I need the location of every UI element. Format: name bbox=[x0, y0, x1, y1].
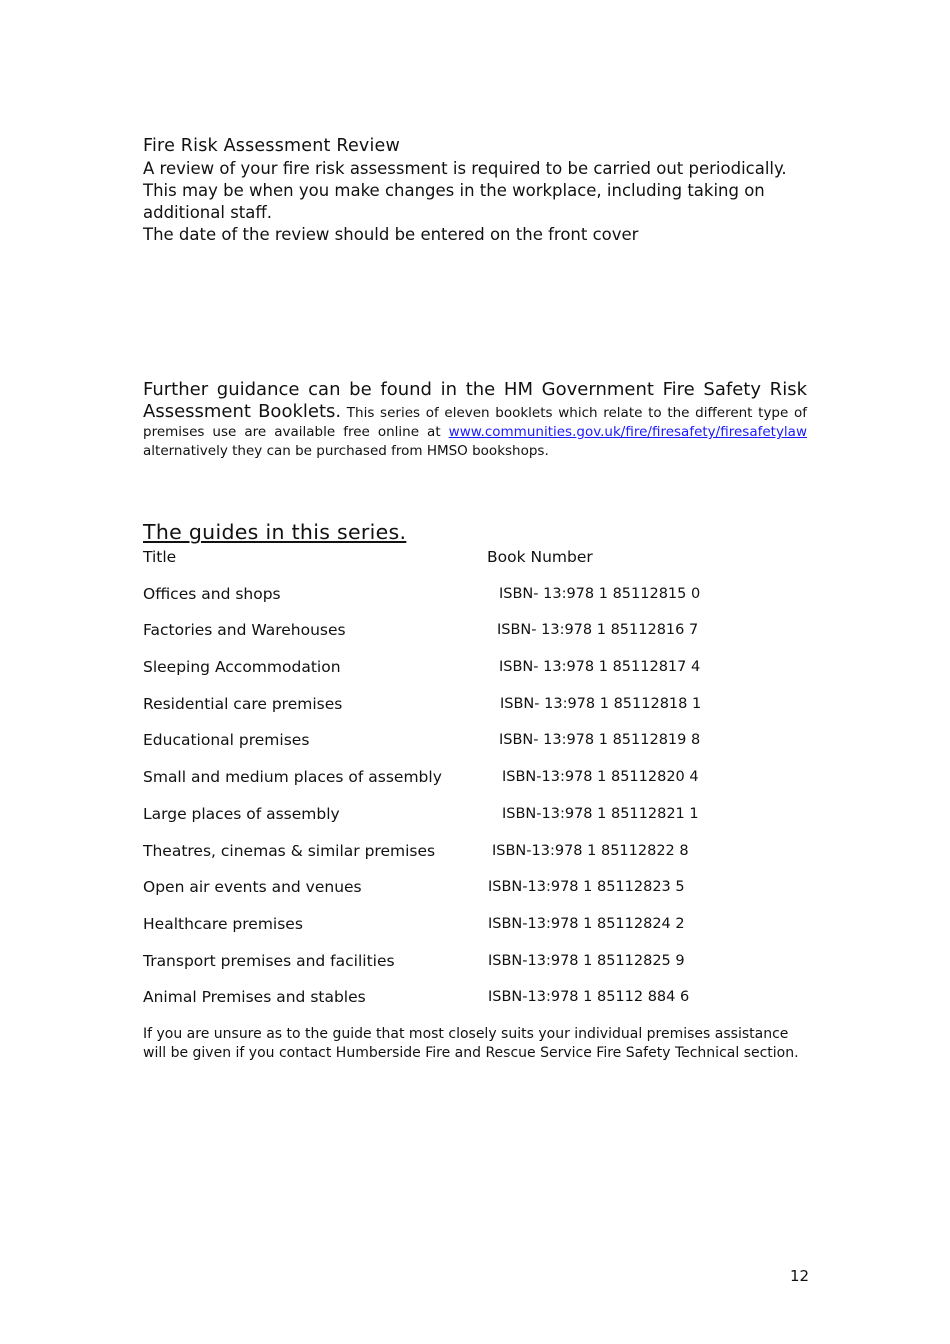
guide-title: Large places of assembly bbox=[143, 805, 340, 823]
guide-title: Transport premises and facilities bbox=[143, 952, 395, 970]
guide-title: Sleeping Accommodation bbox=[143, 658, 341, 676]
guide-isbn: ISBN-13:978 1 85112825 9 bbox=[488, 953, 685, 969]
guide-isbn: ISBN-13:978 1 85112 884 6 bbox=[488, 989, 690, 1005]
guide-title: Small and medium places of assembly bbox=[143, 768, 442, 786]
guide-title: Residential care premises bbox=[143, 695, 343, 713]
guide-isbn: ISBN-13:978 1 85112824 2 bbox=[488, 916, 685, 932]
guidance-paragraph bbox=[143, 379, 807, 460]
guide-isbn: ISBN-13:978 1 85112821 1 bbox=[502, 806, 699, 822]
review-line: A review of your fire risk assessment is required to be carried out periodically. bbox=[143, 159, 787, 178]
contact-note: If you are unsure as to the guide that most closely suits your individual premises assistance will be given if you contact Humberside Fire and Rescue Service Fire Safety Technical section. bbox=[143, 1026, 799, 1061]
guidance-outro: alternatively they can be purchased from HMSO bookshops. bbox=[143, 442, 549, 459]
review-line: The date of the review should be entered on the front cover bbox=[143, 225, 639, 244]
guide-isbn: ISBN- 13:978 1 85112818 1 bbox=[500, 696, 702, 712]
guide-title: Theatres, cinemas & similar premises bbox=[143, 842, 436, 860]
review-line: additional staff. bbox=[143, 203, 272, 222]
guidance-intro: Further guidance can be found in the HM Government Fire Safety Risk Assessment Booklets. bbox=[143, 379, 807, 422]
guide-isbn: ISBN-13:978 1 85112822 8 bbox=[492, 843, 689, 859]
guide-title: Offices and shops bbox=[143, 585, 281, 603]
guide-isbn: ISBN- 13:978 1 85112816 7 bbox=[497, 622, 699, 638]
guidance-description: This series of eleven booklets which relate to the different type of premises use are available free online at bbox=[143, 405, 807, 440]
guide-isbn: ISBN-13:978 1 85112823 5 bbox=[488, 879, 685, 895]
guide-title: Animal Premises and stables bbox=[143, 988, 366, 1006]
column-header-book-number: Book Number bbox=[487, 548, 593, 566]
guide-isbn: ISBN- 13:978 1 85112819 8 bbox=[499, 732, 701, 748]
guide-title: Open air events and venues bbox=[143, 878, 362, 896]
guide-isbn: ISBN- 13:978 1 85112815 0 bbox=[499, 586, 701, 602]
guide-isbn: ISBN- 13:978 1 85112817 4 bbox=[499, 659, 701, 675]
guides-heading: The guides in this series. bbox=[143, 520, 407, 544]
guide-title: Factories and Warehouses bbox=[143, 621, 346, 639]
communities-link[interactable]: www.communities.gov.uk/fire/firesafety/firesafetylaw bbox=[448, 424, 807, 440]
guide-isbn: ISBN-13:978 1 85112820 4 bbox=[502, 769, 699, 785]
review-heading: Fire Risk Assessment Review bbox=[143, 136, 401, 156]
column-header-title: Title bbox=[143, 548, 177, 566]
guide-title: Educational premises bbox=[143, 731, 310, 749]
guide-title: Healthcare premises bbox=[143, 915, 303, 933]
page-number: 12 bbox=[790, 1267, 810, 1285]
review-line: This may be when you make changes in the workplace, including taking on bbox=[143, 181, 765, 200]
